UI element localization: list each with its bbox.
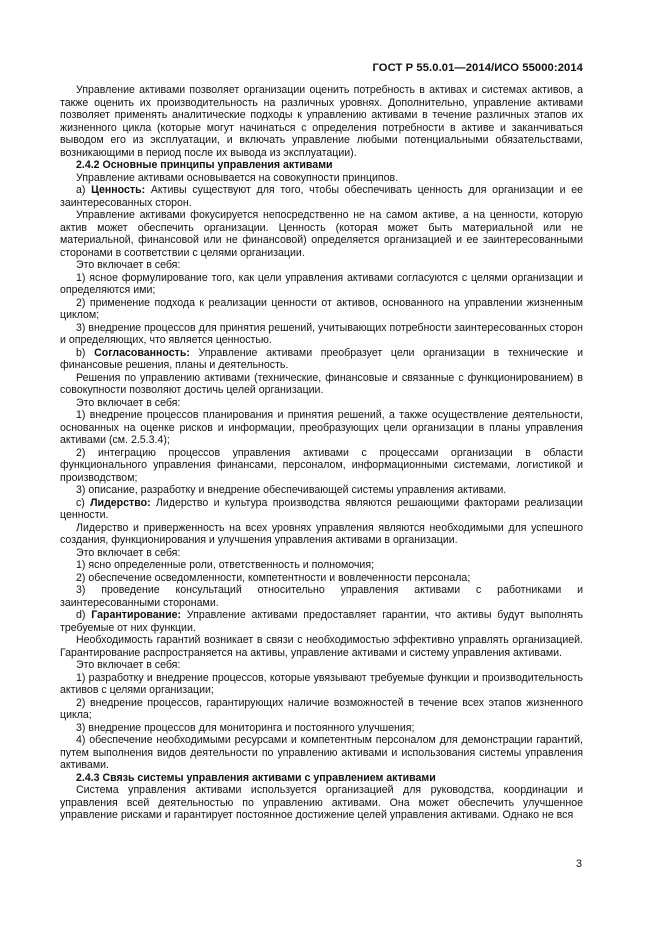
paragraph: 1) ясно определенные роли, ответственность и полномочия;: [76, 559, 375, 571]
paragraph: Это включает в себя:: [76, 659, 181, 671]
principle-term: Согласованность:: [94, 346, 190, 359]
list-marker: d): [76, 609, 92, 621]
page-number: 3: [575, 858, 582, 870]
principle-text: Управление активами преобразует цели организации в технические и финансовые решения, планы и деятельность.: [60, 346, 583, 371]
principle-term: Лидерство:: [90, 496, 151, 509]
paragraph: 1) разработку и внедрение процессов, которые увязывают требуемые функции и производительность активов с целями организации;: [60, 671, 583, 696]
paragraph: 2) интеграцию процессов управления активами с процессами организации в области функционального управления финансами, персоналом, информационными системами, логистикой и производством;: [60, 446, 583, 484]
paragraph: Управление активами фокусируется непосредственно не на самом активе, а на ценности, которую актив может обеспечить организации. Ценность (которая может быть материальной или не материальной, финансовой или не финансовой) определяется организацией и ее заинтересованными сторонами в соответствии с целями организации.: [60, 209, 583, 259]
paragraph: Это включает в себя:: [76, 546, 181, 559]
paragraph: 3) внедрение процессов для мониторинга и постоянного улучшения;: [76, 721, 415, 734]
paragraph: Решения по управлению активами (технические, финансовые и связанные с функционированием) в совокупности позволяют достичь целей организации.: [60, 371, 583, 396]
principle-text: Активы существуют для того, чтобы обеспечивать ценность для организации и ее заинтересованных сторон.: [60, 184, 583, 209]
standard-header: ГОСТ Р 55.0.01—2014/ИСО 55000:2014: [372, 62, 583, 74]
paragraph: Управление активами позволяет организации оценить потребность в активах и системах активов, а также оценить их производительность на различных уровнях. Дополнительно, управление активами позволяет применять аналитические подходы к управлению активами в течение различных этапов их жизненного цикла (которые могут начинаться с определения потребности в активе и заканчиваться выводом его из эксплуатации, и включать управление любыми потенциальными обязательствами, возникающими в период после их вывода из эксплуатации).: [60, 84, 583, 159]
paragraph: 3) внедрение процессов для принятия решений, учитывающих потребности заинтересованных сторон и определяющих, что является ценностью.: [60, 321, 583, 346]
paragraph: 3) описание, разработку и внедрение обеспечивающей системы управления активами.: [76, 484, 507, 496]
list-marker: b): [76, 346, 95, 359]
paragraph: 1) внедрение процессов планирования и принятия решений, а также осуществление деятельности, основанных на оценке рисков и информации, преобразующих цели организации в планы управления активами (см. 2.5.3.4);: [60, 409, 583, 446]
paragraph: 3) проведение консультаций относительно управления активами с работниками и заинтересованными сторонами.: [60, 584, 583, 609]
paragraph: 4) обеспечение необходимыми ресурсами и компетентным персоналом для демонстрации гарантий, путем выполнения видов деятельности по управлению активами и использования системы управления активами.: [60, 734, 583, 771]
principle-text: Управление активами предоставляет гарантии, что активы будут выполнять требуемые от них функции.: [60, 609, 583, 634]
paragraph: Необходимость гарантий возникает в связи с необходимостью эффективно управлять организацией. Гарантирование распространяется на активы, управление активами и систему управления активами.: [60, 634, 583, 659]
principle-text: Лидерство и культура производства являются решающими факторами реализации ценности.: [60, 496, 583, 521]
paragraph: Система управления активами используется организацией для руководства, координации и управления всей деятельностью по управлению активами. Она может обеспечить улучшенное управление рисками и гарантирует постоянное достижение целей управления активами. Однако не вся: [60, 784, 583, 821]
paragraph: 2) внедрение процессов, гарантирующих наличие возможностей в течение всех этапов жизненного цикла;: [60, 696, 583, 721]
paragraph: Это включает в себя:: [76, 396, 181, 409]
section-heading: 2.4.3 Связь системы управления активами с управлением активами: [76, 771, 436, 784]
paragraph: Это включает в себя:: [76, 259, 181, 271]
paragraph: Лидерство и приверженность на всех уровнях управления являются необходимыми для успешного создания, функционирования и улучшения управления активами в организации.: [60, 521, 583, 546]
principle-term: Гарантирование:: [91, 609, 182, 621]
section-heading: 2.4.2 Основные принципы управления активами: [76, 159, 333, 171]
list-marker: а): [76, 184, 92, 196]
paragraph: [60, 497, 583, 522]
list-marker: с): [76, 496, 91, 509]
paragraph: 2) обеспечение осведомленности, компетентности и вовлеченности персонала;: [76, 571, 471, 584]
principle-term: Ценность:: [91, 184, 146, 196]
body-text: [60, 84, 583, 822]
paragraph: [60, 609, 583, 634]
paragraph: 1) ясное формулирование того, как цели управления активами согласуются с целями организации и определяются ими;: [60, 271, 583, 296]
paragraph: [60, 184, 583, 209]
paragraph: 2) применение подхода к реализации ценности от активов, основанного на управлении жизненным циклом;: [60, 296, 583, 321]
paragraph: Управление активами основывается на совокупности принципов.: [76, 171, 399, 184]
paragraph: [60, 347, 583, 372]
